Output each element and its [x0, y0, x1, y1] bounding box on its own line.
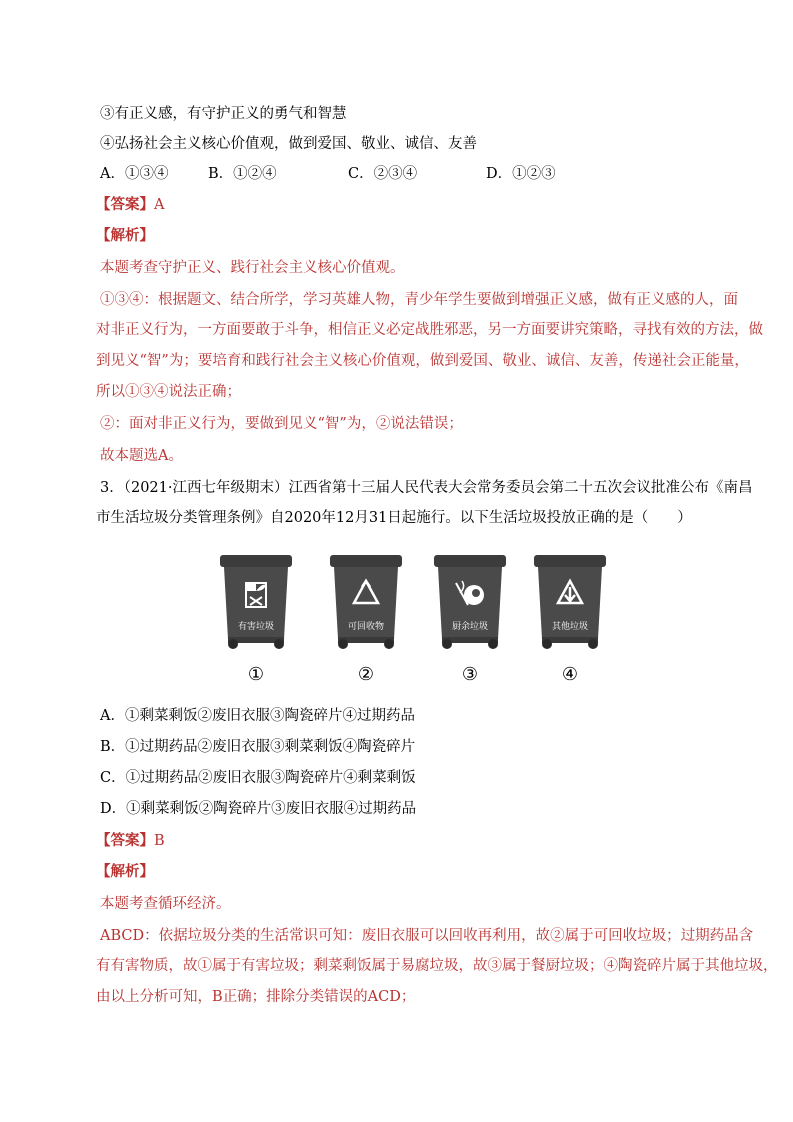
bin-number-2: ②: [357, 664, 375, 685]
answer-tag: 【答案】: [96, 832, 154, 849]
q2-choice-c: C．②③④: [348, 166, 418, 182]
q2-choices: [100, 164, 556, 184]
answer-value: A: [154, 197, 165, 213]
q2-analysis-line-4: 所以①③④说法正确；: [96, 384, 241, 400]
q3-analysis-line-2: 有有害物质，故①属于有害垃圾；剩菜剩饭属于易腐垃圾，故③属于餐厨垃圾；④陶瓷碎片属于其他垃圾，: [96, 958, 778, 974]
q2-answer: [96, 195, 164, 215]
bin-label-recyclable: 可回收物: [347, 622, 385, 632]
q3-analysis-line-3: 由以上分析可知，B正确；排除分类错误的ACD；: [96, 989, 416, 1005]
answer-value: B: [154, 833, 165, 849]
q3-analysis-intro: 本题考查循环经济。: [100, 896, 231, 912]
q2-analysis-line-3: 到见义“智”为；要培育和践行社会主义核心价值观，做到爱国、敬业、诚信、友善，传递社会正能量，: [96, 353, 749, 369]
q2-analysis-intro: 本题考查守护正义、践行社会主义核心价值观。: [100, 260, 405, 276]
bin-food-waste: [432, 553, 508, 685]
bin-label-food-waste: 厨余垃圾: [451, 622, 489, 632]
bin-other: [532, 553, 608, 685]
q3-choice-b: B．①过期药品②废旧衣服③剩菜剩饭④陶瓷碎片: [100, 739, 416, 755]
q3-stem-line-2: 市生活垃圾分类管理条例》自2020年12月31日起施行。以下生活垃圾投放正确的是（ ）: [96, 510, 692, 526]
q3-analysis-tag: 【解析】: [96, 863, 154, 880]
bin-figure: [218, 553, 610, 688]
q2-conclusion: 故本题选A。: [100, 448, 183, 464]
bin-hazardous: [218, 553, 294, 685]
option-4-text: ④弘扬社会主义核心价值观，做到爱国、敬业、诚信、友善: [100, 136, 477, 152]
q2-analysis-line-1: ①③④：根据题文、结合所学，学习英雄人物，青少年学生要做到增强正义感，做有正义感的人，面: [100, 292, 738, 308]
q2-analysis-tag: 【解析】: [96, 227, 154, 244]
answer-tag: 【答案】: [96, 196, 154, 213]
q3-answer: [96, 831, 165, 851]
q2-choice-a: A．①③④: [100, 166, 169, 182]
bin-number-3: ③: [461, 664, 479, 685]
q3-analysis-line-1: ABCD：依据垃圾分类的生活常识可知：废旧衣服可以回收再利用，故②属于可回收垃圾；过期药品含: [100, 928, 754, 944]
bin-number-4: ④: [561, 664, 579, 685]
q3-choice-a: A．①剩菜剩饭②废旧衣服③陶瓷碎片④过期药品: [100, 708, 415, 724]
bin-label-other: 其他垃圾: [551, 622, 589, 632]
bin-recyclable: [328, 553, 404, 685]
q2-choice-b: B．①②④: [208, 166, 277, 182]
bin-label-hazardous: 有害垃圾: [237, 622, 275, 632]
q3-choice-d: D．①剩菜剩饭②陶瓷碎片③废旧衣服④过期药品: [100, 801, 417, 817]
option-3-text: ③有正义感，有守护正义的勇气和智慧: [100, 106, 347, 122]
q2-analysis-line-2: 对非正义行为，一方面要敢于斗争，相信正义必定战胜邪恶，另一方面要讲究策略，寻找有效的方法，做: [96, 322, 763, 338]
bin-number-1: ①: [247, 664, 265, 685]
q2-choice-d: D．①②③: [486, 166, 556, 182]
q3-choice-c: C．①过期药品②废旧衣服③陶瓷碎片④剩菜剩饭: [100, 770, 416, 786]
q2-analysis-line-5: ②：面对非正义行为，要做到见义“智”为，②说法错误；: [100, 416, 463, 432]
q3-stem-line-1: 3．（2021·江西七年级期末）江西省第十三届人民代表大会常务委员会第二十五次会议批准公布《南昌: [100, 480, 753, 496]
